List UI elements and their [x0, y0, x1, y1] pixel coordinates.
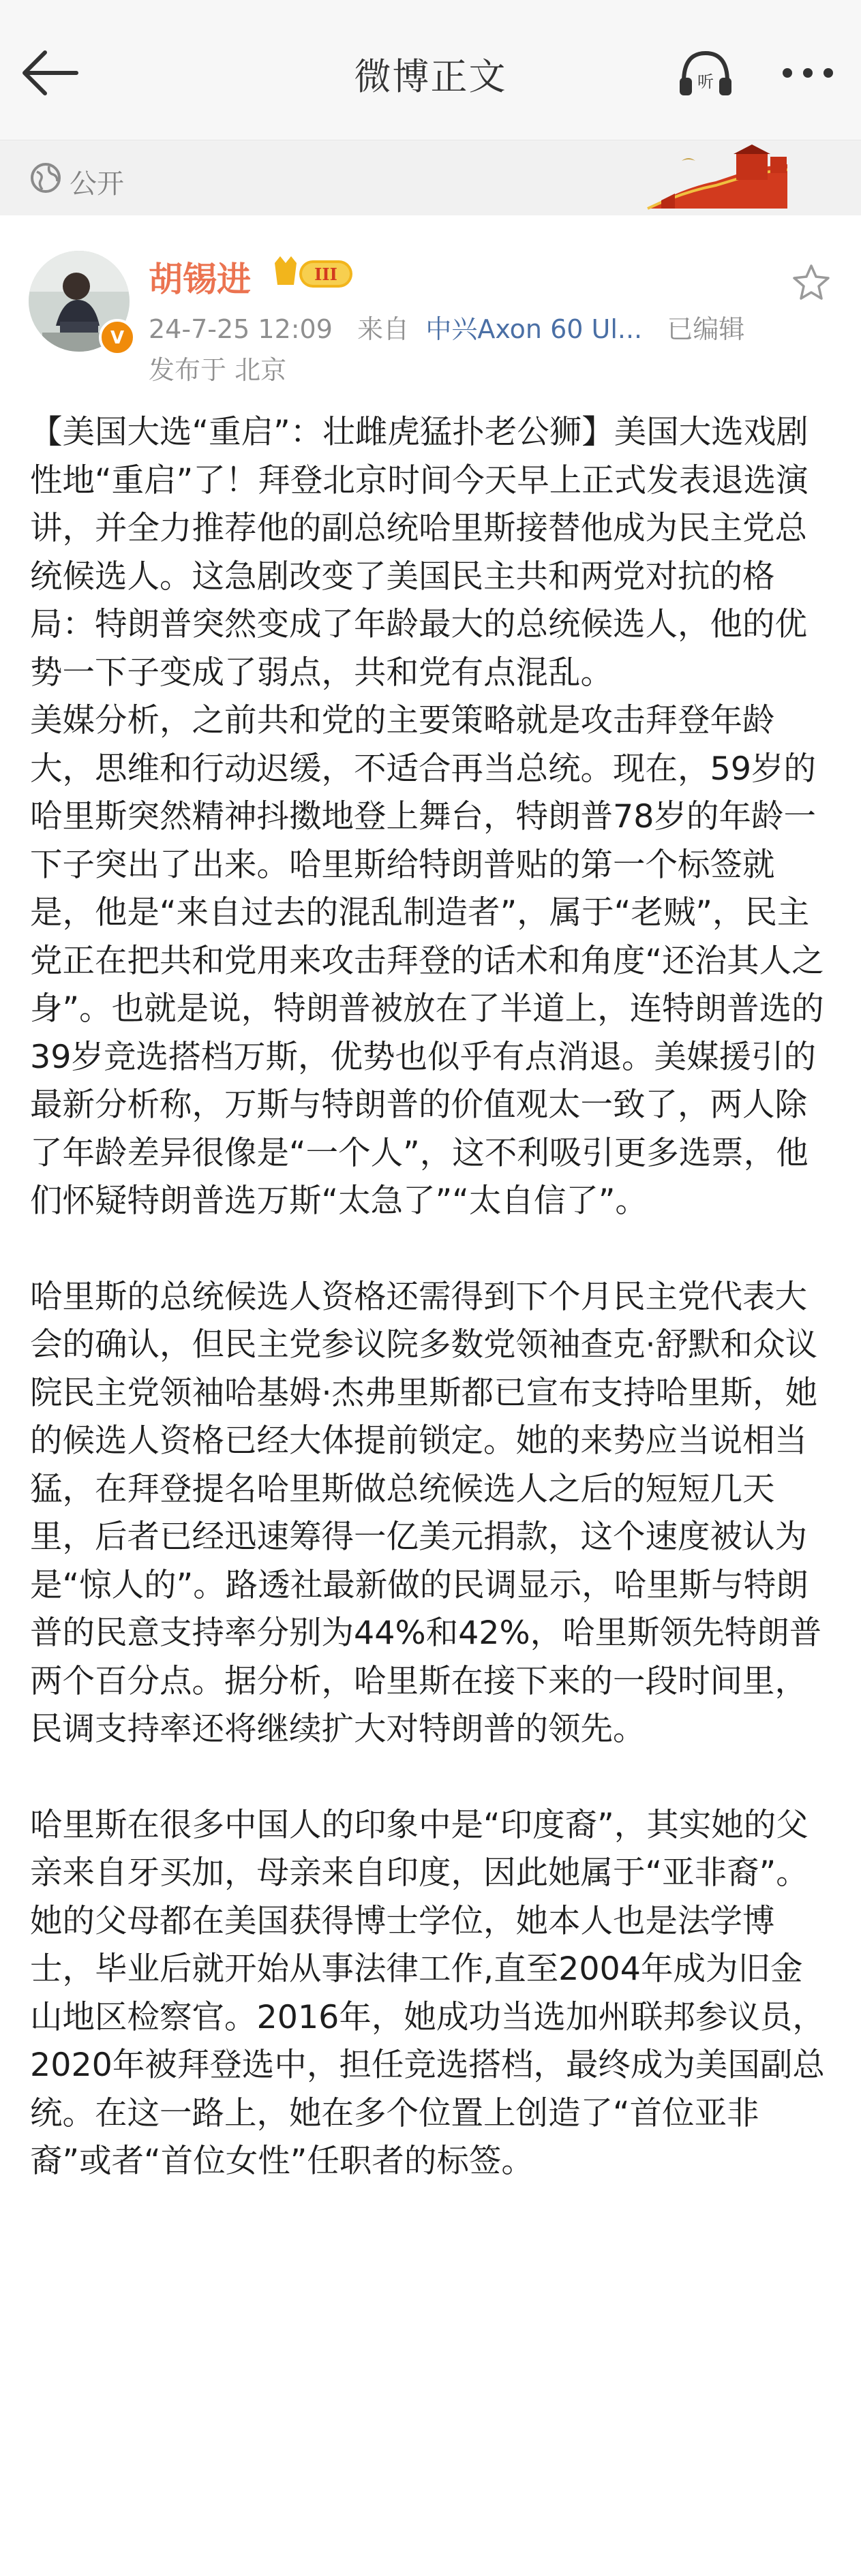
page-title: 微博正文 — [354, 55, 507, 98]
svg-text:V: V — [110, 328, 125, 348]
paragraph-gap — [30, 1226, 834, 1274]
listen-icon — [671, 42, 740, 104]
post-paragraph: 哈里斯的总统候选人资格还需得到下个月民主党代表大会的确认，但民主党参议院多数党领袖查克·舒默和众议院民主党领袖哈基姆·杰弗里斯都已宣布支持哈里斯，她的候选人资格已经大体提前锁定。她的来势应当说相当猛，在拜登提名哈里斯做总统候选人之后的短短几天里，后者已经迅速筹得一亿美元捐款，这个速度被认为是“惊人的”。路透社最新做的民调显示，哈里斯与特朗普的民意支持率分别为44%和42%，哈里斯领先特朗普两个百分点。据分析，哈里斯在接下来的一段时间里，民调支持率还将继续扩大对特朗普的领先。 — [30, 1278, 822, 1748]
post-content — [30, 409, 834, 2186]
post-paragraph: 美媒分析，之前共和党的主要策略就是攻击拜登年龄大，思维和行动迟缓，不适合再当总统。现在，59岁的哈里斯突然精神抖擞地登上舞台，特朗普78岁的年龄一下子突出了出来。哈里斯给特朗普贴的第一个标签就是，他是“来自过去的混乱制造者”，属于“老贼”，民主党正在把共和党用来攻击拜登的话术和角度“还治其人之身”。也就是说，特朗普被放在了半道上，连特朗普选的39岁竞选搭档万斯，优势也似乎有点消退。美媒援引的最新分析称，万斯与特朗普的价值观太一致了，两人除了年龄差异很像是“一个人”，这不利吸引更多选票，他们怀疑特朗普选万斯“太急了”“太自信了”。 — [30, 702, 824, 1220]
edited-label: 已编辑 — [667, 314, 745, 344]
visibility-label: 公开 — [70, 168, 124, 200]
more-options-button[interactable] — [770, 42, 845, 104]
author-name[interactable]: 胡锡进 — [149, 260, 251, 299]
paragraph-gap — [30, 1754, 834, 1802]
member-level: III — [314, 264, 337, 284]
more-icon — [770, 42, 845, 104]
post-date: 24-7-25 12:09 — [149, 314, 333, 344]
post-paragraph: 哈里斯在很多中国人的印象中是“印度裔”，其实她的父亲来自牙买加，母亲来自印度，因此她属于“亚非裔”。她的父母都在美国获得博士学位，她本人也是法学博士，毕业后就开始从事法律工作,直至2004年成为旧金山地区检察官。2016年，她成功当选加州联邦参议员，2020年被拜登选中，担任竞选搭档，最终成为美国副总统。在这一路上，她在多个位置上创造了“首位亚非裔”或者“首位女性”任职者的标签。 — [30, 1806, 825, 2180]
post-paragraph: 【美国大选“重启”：壮雌虎猛扑老公狮】美国大选戏剧性地“重启”了！拜登北京时间今天早上正式发表退选演讲，并全力推荐他的副总统哈里斯接替他成为民主党总统候选人。这急剧改变了美国民主共和两党对抗的格局：特朗普突然变成了年龄最大的总统候选人，他的优势一下子变成了弱点，共和党有点混乱。 — [30, 414, 809, 692]
listen-button[interactable] — [671, 42, 740, 104]
top-navigation-bar — [0, 0, 861, 140]
vip-member-badge[interactable] — [269, 254, 358, 293]
great-wall-icon — [634, 140, 798, 215]
post-source-link[interactable]: 中兴Axon 60 Ul... — [425, 314, 643, 344]
visibility-bar — [0, 140, 861, 215]
star-icon[interactable] — [791, 262, 832, 303]
source-prefix: 来自 — [357, 314, 410, 344]
globe-icon — [29, 161, 63, 195]
post-meta — [149, 308, 744, 346]
svg-text:听: 听 — [697, 72, 714, 91]
verified-v-icon — [99, 319, 136, 356]
post-location: 发布于 北京 — [149, 355, 287, 385]
